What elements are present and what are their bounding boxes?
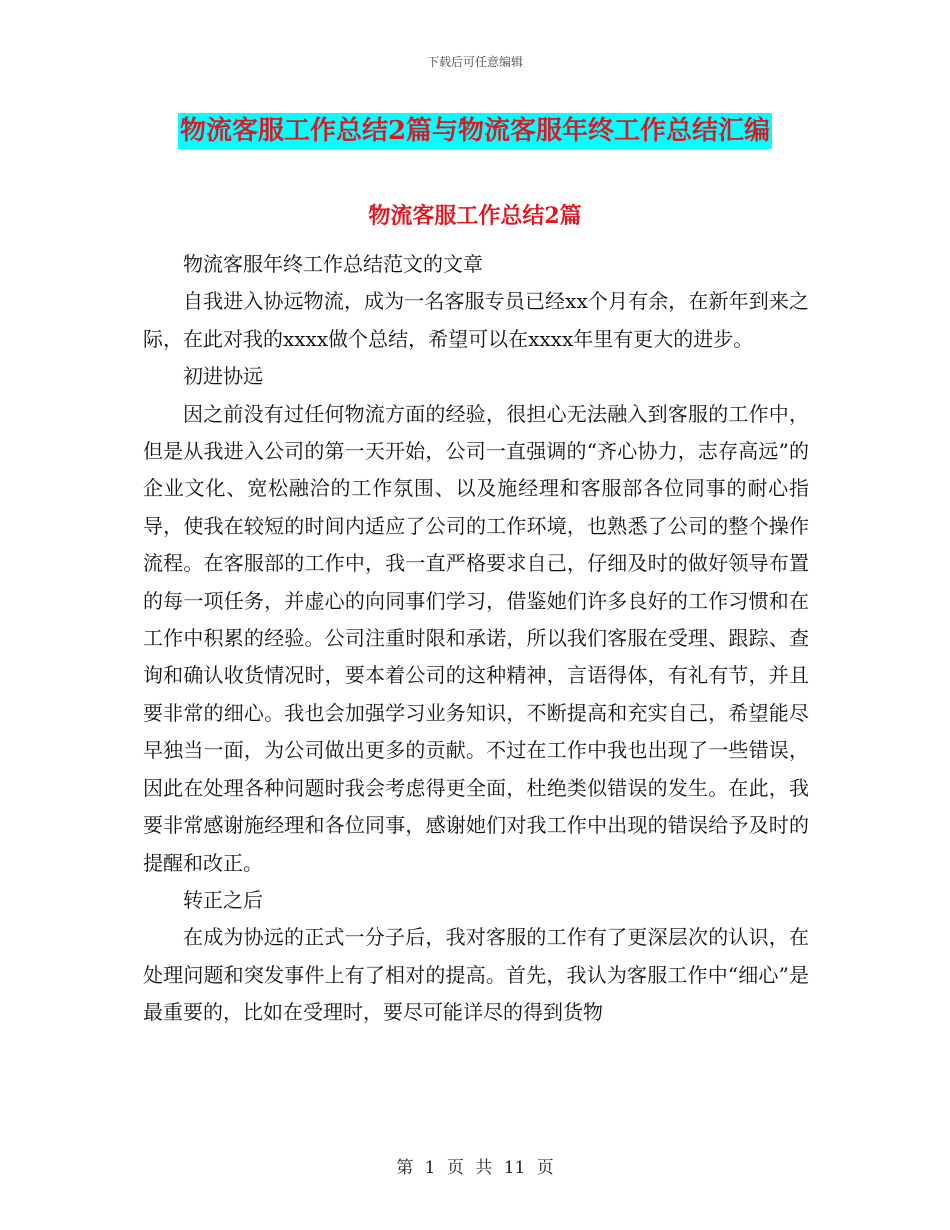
section-heading-after-regular: 转正之后	[183, 887, 263, 912]
page-header-note: 下载后可任意编辑	[426, 55, 523, 69]
document-body	[143, 246, 809, 1032]
paragraph: 因之前没有过任何物流方面的经验，很担心无法融入到客服的工作中，但是从我进入公司的第一天开始，公司一直强调的“齐心协力，志存高远”的企业文化、宽松融洽的工作氛围、以及施经理和客服部各位同事的耐心指导，使我在较短的时间内适应了公司的工作环境，也熟悉了公司的整个操作流程。在客服部的工作中，我一直严格要求自己，仔细及时的做好领导布置的每一项任务，并虚心的向同事们学习，借鉴她们许多良好的工作习惯和在工作中积累的经验。公司注重时限和承诺，所以我们客服在受理、跟踪、查询和确认收货情况时，要本着公司的这种精神，言语得体，有礼有节，并且要非常的细心。我也会加强学习业务知识，不断提高和充实自己，希望能尽早独当一面，为公司做出更多的贡献。不过在工作中我也出现了一些错误，因此在处理各种问题时我会考虑得更全面，杜绝类似错误的发生。在此，我要非常感谢施经理和各位同事，感谢她们对我工作中出现的错误给予及时的提醒和改正。	[143, 401, 809, 875]
sub-title: 物流客服工作总结2篇	[368, 203, 582, 229]
paragraph-intro: 物流客服年终工作总结范文的文章	[183, 252, 483, 276]
paragraph: 自我进入协远物流，成为一名客服专员已经xx个月有余，在新年到来之际，在此对我的xxxx做个总结，希望可以在xxxx年里有更大的进步。	[143, 289, 809, 351]
paragraph: 在成为协远的正式一分子后，我对客服的工作有了更深层次的认识，在处理问题和突发事件上有了相对的提高。首先，我认为客服工作中“细心”是最重要的，比如在受理时，要尽可能详尽的得到货物	[143, 925, 809, 1025]
main-title-container	[0, 113, 950, 149]
page-number-footer: 第 1 页 共 11 页	[396, 1158, 554, 1178]
main-title: 物流客服工作总结2篇与物流客服年终工作总结汇编	[178, 113, 772, 149]
section-heading-initial: 初进协远	[183, 364, 263, 389]
